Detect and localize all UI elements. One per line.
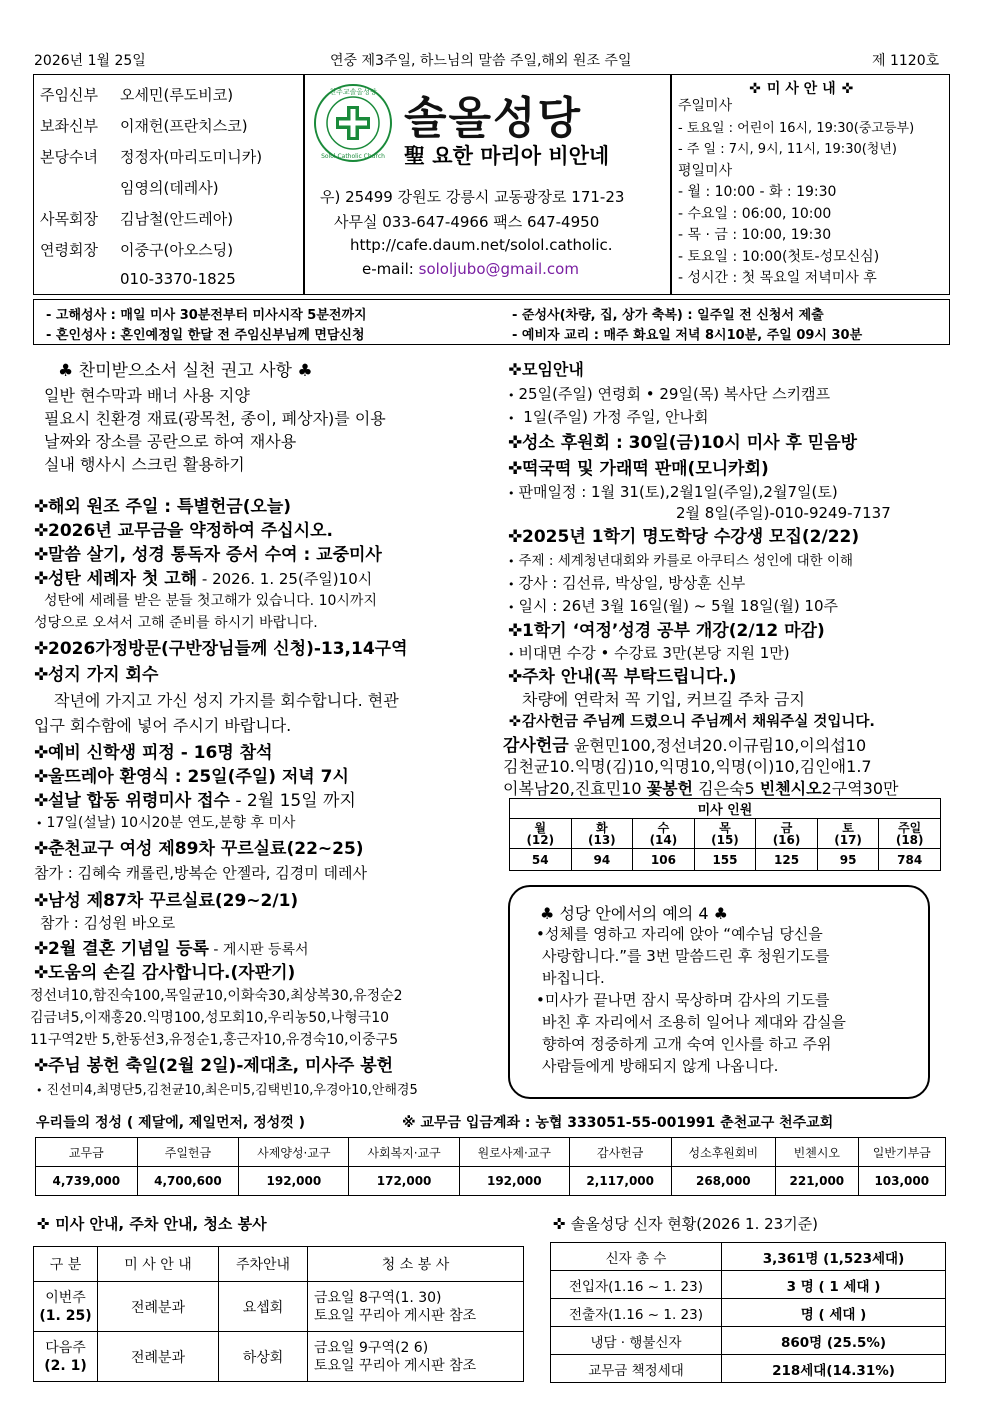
offering-account: ※ 교무금 입금계좌 : 농협 333051-55-001991 춘천교구 천주교회 xyxy=(402,1115,834,1131)
notice-text: 성소 후원회 : 30일(금)10시 미사 후 믿음방 xyxy=(522,433,858,453)
notice-rice-cake xyxy=(508,454,769,479)
offering-header: 일반기부금 xyxy=(858,1138,945,1167)
notice-body: 성당으로 오셔서 고해 준비를 하시기 바랍니다. xyxy=(34,615,318,631)
notice-body-text: 비대면 수강 • 수강료 3만(본당 지원 1만) xyxy=(518,644,790,662)
week-label: 이번주 xyxy=(45,1289,86,1306)
etiquette-line: •미사가 끝나면 잠시 묵상하며 감사의 기도를 xyxy=(536,991,830,1009)
notice-text: 성탄 세례자 첫 고해 xyxy=(48,569,198,589)
thanks-names: 이복남20,진효민10 xyxy=(503,779,647,798)
notice-body-text: 강사 : 김선류, 박상일, 방상훈 신부 xyxy=(518,574,746,592)
day-date: (14) xyxy=(649,832,678,847)
notice-womens-cursillo xyxy=(34,834,364,859)
offering-header: 성소후원회비 xyxy=(671,1138,776,1167)
notice-text: 춘천교구 여성 제89차 꾸르실료(22~25) xyxy=(48,839,364,859)
stats-title xyxy=(552,1213,818,1234)
church-patron: 聖 요한 마리아 비안네 xyxy=(404,144,610,168)
notice-bible-study xyxy=(508,616,825,641)
staff-name: 오세민(루도비코) xyxy=(120,86,234,104)
laudato-title xyxy=(58,356,313,381)
divider xyxy=(303,74,305,295)
notice-parking xyxy=(508,662,736,687)
stats-title-text: 솔올성당 신자 현황(2026 1. 23기준) xyxy=(570,1215,819,1233)
day-label: 수 xyxy=(657,820,670,835)
etiquette-line: 향하여 정중하게 고개 숙여 인사를 하고 주위 xyxy=(542,1035,832,1053)
etiquette-line: •성체를 영하고 자리에 앉아 “예수님 당신을 xyxy=(536,925,823,943)
attendance-day xyxy=(633,819,695,849)
offering-value: 172,000 xyxy=(349,1167,459,1196)
service-row xyxy=(34,1332,524,1382)
cross-icon: ✜ xyxy=(34,791,49,811)
service-mass: 전례분과 xyxy=(98,1282,219,1332)
stats-value: 3 명 ( 1 세대 ) xyxy=(722,1271,946,1299)
mass-line: - 토요일 : 어린이 16시, 19:30(중고등부) xyxy=(678,120,915,136)
notice-detail: - 2026. 1. 25(주일)10시 xyxy=(197,570,373,588)
cross-icon: ✜ xyxy=(34,497,49,517)
notice-text: 2월 결혼 기념일 등록 xyxy=(48,939,209,959)
staff-name: 정정자(마리도미니카) xyxy=(120,148,263,166)
attendance-day xyxy=(879,819,941,849)
notice-body: 작년에 가지고 가신 성지 가지를 회수합니다. 현관 xyxy=(54,691,399,710)
notice-thanks-vending xyxy=(34,958,295,983)
notice-body-text: 1일(주일) 가정 주일, 안나회 xyxy=(518,408,709,426)
eco-item: 일반 현수막과 배너 사용 지양 xyxy=(44,386,250,405)
cross-icon: ✜ xyxy=(34,1056,49,1076)
club-icon: ♣ xyxy=(713,904,728,923)
day-label: 월 xyxy=(534,820,547,835)
notice-text: 2025년 1학기 명도학당 수강생 모집(2/22) xyxy=(522,527,860,547)
club-icon: ♣ xyxy=(297,361,313,381)
stats-label: 냉담 · 행불신자 xyxy=(551,1327,722,1355)
notice-text: 도움의 손길 감사합니다.(자판기) xyxy=(48,963,296,983)
notice-text: 울뜨레아 환영식 : 25일(주일) 저녁 7시 xyxy=(48,767,349,787)
attendance-count: 784 xyxy=(879,849,941,871)
notice-body: • 1일(주일) 가정 주일, 안나회 xyxy=(508,408,709,426)
stats-label: 교무금 책정세대 xyxy=(551,1355,722,1383)
service-parking: 요셉회 xyxy=(219,1282,308,1332)
staff-name: 김남철(안드레아) xyxy=(120,210,234,228)
cross-icon: ✜ xyxy=(34,743,49,763)
attendance-count: 54 xyxy=(510,849,572,871)
sacrament-blessing: - 준성사(차량, 집, 상가 축복) : 일주일 전 신청서 제출 xyxy=(512,308,824,323)
thanks-names-line xyxy=(503,776,899,799)
attendance-table xyxy=(509,798,941,871)
notice-body: 11구역2반 5,한동선3,유정순1,홍근자10,유경숙10,이중구5 xyxy=(30,1032,399,1048)
notice-overseas-aid xyxy=(34,492,291,517)
notice-body-text: 25일(주일) 연령회 • 29일(목) 복사단 스키캠프 xyxy=(518,385,831,403)
cleaning-line: 토요일 꾸리아 게시판 참조 xyxy=(314,1307,477,1324)
notice-text: 떡국떡 및 가래떡 판매(모니카회) xyxy=(522,459,769,479)
thanks-flower-label: 꽃봉헌 xyxy=(646,779,694,798)
mass-line: - 월 : 10:00 - 화 : 19:30 xyxy=(678,184,837,200)
day-label: 토 xyxy=(842,820,854,835)
notice-body: 김금녀5,이재홍20.익명100,성모회10,우리농50,나형극10 xyxy=(30,1010,390,1026)
notice-text: 2026년 교무금을 약정하여 주십시오. xyxy=(48,521,334,541)
attendance-title: 미사 인원 xyxy=(510,799,941,819)
cross-icon: ✜ xyxy=(34,521,49,541)
notice-body: • 17일(설날) 10시20분 연도,분향 후 미사 xyxy=(36,815,296,831)
staff-role: 보좌신부 xyxy=(40,117,98,135)
service-mass: 전례분과 xyxy=(98,1332,219,1382)
cross-icon: ✜ xyxy=(508,621,523,641)
service-week xyxy=(34,1332,98,1382)
notice-body: 2월 8일(주일)-010-9249-7137 xyxy=(676,504,891,522)
notice-body: • 비대면 수강 • 수강료 3만(본당 지원 1만) xyxy=(508,644,790,662)
offering-value: 192,000 xyxy=(459,1167,569,1196)
cross-icon: ✜ xyxy=(508,667,523,687)
attendance-count: 155 xyxy=(694,849,756,871)
thanks-donors-line xyxy=(503,731,866,756)
staff-role: 연령회장 xyxy=(40,241,98,259)
notice-body: 정선녀10,함진숙100,목일균10,이화숙30,최상복30,유정순2 xyxy=(30,988,403,1004)
staff-name: 이중구(아오스딩) xyxy=(120,241,234,259)
laudato-title-text: 찬미받으소서 실천 권고 사항 xyxy=(78,361,292,381)
day-label: 화 xyxy=(596,820,608,835)
day-date: (12) xyxy=(526,832,555,847)
stats-label: 신자 총 수 xyxy=(551,1243,722,1271)
offering-value: 4,700,600 xyxy=(137,1167,239,1196)
offering-table xyxy=(35,1137,946,1196)
notice-text: 2026가정방문(구반장님들께 신청)-13,14구역 xyxy=(48,639,408,659)
staff-name: 이재헌(프란치스코) xyxy=(120,117,248,135)
notice-body: • 판매일정 : 1월 31(토),2월1일(주일),2월7일(토) xyxy=(508,483,838,501)
day-date: (17) xyxy=(834,832,862,847)
offering-header: 감사헌금 xyxy=(569,1138,671,1167)
thanks-names: 윤현민100,정선녀20.이규림10,이의섭10 xyxy=(568,736,867,755)
cross-icon: ✜ xyxy=(34,639,49,659)
logo-top-text: 천주교솔올성당 xyxy=(329,88,377,96)
attendance-count: 95 xyxy=(817,849,879,871)
notice-body-text: 일시 : 26년 3월 16일(월) ~ 5월 18일(월) 10주 xyxy=(518,597,839,615)
stats-table xyxy=(550,1242,946,1383)
attendance-count: 94 xyxy=(571,849,633,871)
notice-body: 참가 : 김혜숙 캐롤린,방복순 안젤라, 김경미 데레사 xyxy=(34,864,368,882)
notice-anniversary xyxy=(34,934,309,959)
notice-body: 입구 회수함에 넣어 주시기 바랍니다. xyxy=(34,716,292,735)
notice-seminarian-retreat xyxy=(34,738,273,763)
service-title xyxy=(36,1213,267,1234)
etiquette-title xyxy=(540,901,728,924)
service-table xyxy=(33,1246,524,1382)
week-date: (2. 1) xyxy=(44,1357,87,1374)
service-header: 주차안내 xyxy=(219,1247,308,1282)
notice-text: 말씀 살기, 성경 통독자 증서 수여 : 교중미사 xyxy=(48,545,382,565)
cross-icon: ✜ xyxy=(34,891,49,911)
service-header: 구 분 xyxy=(34,1247,98,1282)
eco-item: 필요시 친환경 재료(광목천, 종이, 폐상자)를 이용 xyxy=(44,409,386,428)
day-date: (18) xyxy=(895,832,924,847)
offering-header: 빈첸시오 xyxy=(776,1138,858,1167)
day-date: (15) xyxy=(711,832,739,847)
offering-value: 268,000 xyxy=(671,1167,776,1196)
service-week xyxy=(34,1282,98,1332)
notice-body: • 주제 : 세계청년대회와 카를로 아쿠티스 성인에 대한 이해 xyxy=(508,553,854,569)
attendance-day xyxy=(510,819,572,849)
cross-icon: ✜ xyxy=(841,81,854,97)
cross-icon: ✜ xyxy=(34,665,49,685)
notice-text: 남성 제87차 꾸르실료(29~2/1) xyxy=(48,891,299,911)
logo-bottom-text: Solol Catholic Church xyxy=(321,153,385,160)
notice-meetings xyxy=(508,357,584,380)
notice-body: • 일시 : 26년 3월 16일(월) ~ 5월 18일(월) 10주 xyxy=(508,597,839,615)
cleaning-line: 금요일 9구역(2 6) xyxy=(314,1339,429,1356)
day-date: (13) xyxy=(588,832,616,847)
offering-value: 4,739,000 xyxy=(36,1167,138,1196)
offering-header: 사회복지·교구 xyxy=(349,1138,459,1167)
church-phone: 사무실 033-647-4966 팩스 647-4950 xyxy=(334,213,600,231)
notice-vocation xyxy=(508,428,857,453)
staff-role: 주임신부 xyxy=(40,86,98,104)
week-label: 다음주 xyxy=(45,1339,86,1356)
notice-detail: - 2월 15일 까지 xyxy=(229,791,356,811)
cross-icon: ✜ xyxy=(34,963,49,983)
cross-icon: ✜ xyxy=(34,939,49,959)
cleaning-line: 토요일 꾸리아 게시판 참조 xyxy=(314,1357,477,1374)
day-label: 금 xyxy=(780,820,793,835)
notice-text: 예비 신학생 피정 - 16명 참석 xyxy=(48,743,273,763)
notice-mens-cursillo xyxy=(34,886,298,911)
church-address: 우) 25499 강원도 강릉시 교동광장로 171-23 xyxy=(320,188,625,206)
cross-icon: ✜ xyxy=(34,767,49,787)
mass-line: - 주 일 : 7시, 9시, 11시, 19:30(청년) xyxy=(678,142,897,157)
attendance-count: 106 xyxy=(633,849,695,871)
service-parking: 하상회 xyxy=(219,1332,308,1382)
bulletin-title: 연중 제3주일, 하느님의 말씀 주일,해외 원조 주일 xyxy=(330,53,632,69)
thanks-names: 김천균10.익명(김)10,익명10,익명(이)10,김인애1.7 xyxy=(503,757,872,776)
notice-body: • 진선미4,최명단5,김천균10,최은미5,김택빈10,우경아10,안해경5 xyxy=(36,1083,418,1098)
etiquette-line: 바칩니다. xyxy=(542,969,605,987)
stats-label: 전입자(1.16 ~ 1. 23) xyxy=(551,1271,722,1299)
day-date: (16) xyxy=(772,832,801,847)
staff-name: 임영의(데레사) xyxy=(120,179,219,197)
mass-line: - 수요일 : 06:00, 10:00 xyxy=(678,205,832,222)
notice-presentation-feast xyxy=(34,1051,393,1076)
etiquette-line: 사람들에게 방해되지 않게 나옵니다. xyxy=(542,1057,779,1075)
mass-info-title xyxy=(748,78,854,98)
stats-value: 860명 (25.5%) xyxy=(722,1327,946,1355)
mass-line: 평일미사 xyxy=(678,162,733,179)
email-link[interactable]: sololjubo@gmail.com xyxy=(418,260,579,278)
notice-palm-return xyxy=(34,660,158,685)
cross-icon: ✜ xyxy=(36,1215,50,1233)
attendance-day xyxy=(756,819,818,849)
notice-memorial-mass xyxy=(34,786,356,811)
mass-line: 주일미사 xyxy=(678,98,733,114)
thanks-label: 감사헌금 xyxy=(503,736,569,756)
notice-first-confession xyxy=(34,564,372,589)
attendance-day xyxy=(571,819,633,849)
offering-header: 원로사제·교구 xyxy=(459,1138,569,1167)
service-header: 청 소 봉 사 xyxy=(308,1247,524,1282)
stats-value: 218세대(14.31%) xyxy=(722,1355,946,1383)
staff-name: 010-3370-1825 xyxy=(120,270,236,288)
thanks-names: 김은숙5 xyxy=(693,779,760,798)
notice-text: 주님 봉헌 축일(2월 2일)-제대초, 미사주 봉헌 xyxy=(48,1056,394,1076)
offering-value: 221,000 xyxy=(776,1167,858,1196)
notice-body: 참가 : 김성원 바오로 xyxy=(40,914,176,932)
cross-icon: ✜ xyxy=(508,360,522,379)
notice-detail: - 게시판 등록서 xyxy=(208,942,309,958)
notice-dues xyxy=(34,516,333,541)
cross-icon: ✜ xyxy=(508,527,523,547)
day-label: 목 xyxy=(719,820,731,835)
etiquette-line: 바친 후 자리에서 조용히 일어나 제대와 감실을 xyxy=(542,1013,846,1031)
notice-ultreya xyxy=(34,762,349,787)
church-url[interactable]: http://cafe.daum.net/solol.catholic. xyxy=(350,236,613,254)
email-line xyxy=(362,260,579,278)
club-icon: ♣ xyxy=(540,904,555,923)
attendance-day xyxy=(694,819,756,849)
etiquette-body xyxy=(536,923,916,1077)
service-cleaning xyxy=(308,1282,524,1332)
notice-body: • 25일(주일) 연령회 • 29일(목) 복사단 스키캠프 xyxy=(508,385,831,403)
offering-header: 주일헌금 xyxy=(137,1138,239,1167)
offering-header: 교무금 xyxy=(36,1138,138,1167)
week-date: (1. 25) xyxy=(39,1307,92,1324)
notice-body: 차량에 연락처 꼭 기입, 커브길 주차 금지 xyxy=(522,690,805,709)
notice-body-text: 판매일정 : 1월 31(토),2월1일(주일),2월7일(토) xyxy=(518,483,838,501)
issue-number: 제 1120호 xyxy=(872,53,940,69)
notice-body-text: 17일(설날) 10시20분 연도,분향 후 미사 xyxy=(46,815,296,831)
notice-body: • 강사 : 김선류, 박상일, 방상훈 신부 xyxy=(508,574,746,592)
offering-value: 2,117,000 xyxy=(569,1167,671,1196)
notice-home-visit xyxy=(34,634,408,659)
cross-icon: ✜ xyxy=(749,81,761,97)
sacrament-catechumen: - 예비자 교리 : 매주 화요일 저녁 8시10분, 주일 09시 30분 xyxy=(512,328,863,343)
notice-text: 1학기 ‘여정’성경 공부 개강(2/12 마감) xyxy=(522,621,825,641)
cross-icon: ✜ xyxy=(34,545,49,565)
notice-text: 감사헌금 주님께 드렸으니 주님께서 채워주실 것입니다. xyxy=(522,714,875,730)
stats-label: 전출자(1.16 ~ 1. 23) xyxy=(551,1299,722,1327)
club-icon: ♣ xyxy=(58,361,74,381)
attendance-day xyxy=(817,819,879,849)
etiquette-title-text: 성당 안에서의 예의 4 xyxy=(559,904,709,923)
mass-line: - 성시간 : 첫 목요일 저녁미사 후 xyxy=(678,270,877,286)
email-label: e-mail: xyxy=(362,260,414,278)
cross-icon: ✜ xyxy=(552,1215,566,1233)
notice-text: 모임안내 xyxy=(522,360,584,379)
church-name: 솔올성당 xyxy=(404,93,583,144)
notice-body-text: 진선미4,최명단5,김천균10,최은미5,김택빈10,우경아10,안해경5 xyxy=(46,1083,418,1098)
sacrament-marriage: - 혼인성사 : 혼인예정일 한달 전 주임신부님께 면담신청 xyxy=(46,328,365,343)
thanks-vincent-label: 빈첸시오 xyxy=(759,779,822,798)
stats-value: 명 ( 세대 ) xyxy=(722,1299,946,1327)
staff-list xyxy=(40,84,302,301)
service-title-text: 미사 안내, 주차 안내, 청소 봉사 xyxy=(55,1215,267,1233)
day-label: 주일 xyxy=(898,820,922,835)
mass-line: - 토요일 : 10:00(첫토-성모신심) xyxy=(678,248,880,265)
notice-text: 설날 합동 위령미사 접수 xyxy=(48,791,230,811)
staff-role: 본당수녀 xyxy=(40,148,98,166)
offering-title: 우리들의 정성 ( 제달에, 제일먼저, 정성껏 ) xyxy=(36,1115,306,1131)
offering-value: 192,000 xyxy=(239,1167,349,1196)
notice-thanksgiving xyxy=(508,710,875,731)
stats-value: 3,361명 (1,523세대) xyxy=(722,1243,946,1271)
eco-item: 실내 행사시 스크린 활용하기 xyxy=(44,455,245,474)
service-header: 미 사 안 내 xyxy=(98,1247,219,1282)
thanks-names: 2구역30만 xyxy=(821,779,899,798)
service-row xyxy=(34,1282,524,1332)
church-logo-icon xyxy=(312,82,394,164)
cross-icon: ✜ xyxy=(34,839,49,859)
notice-text: 주차 안내(꼭 부탁드립니다.) xyxy=(522,667,737,687)
notice-myeongdo-school xyxy=(508,522,859,547)
mass-schedule xyxy=(678,96,946,290)
eco-list xyxy=(44,384,386,476)
cross-icon: ✜ xyxy=(34,569,49,589)
service-cleaning xyxy=(308,1332,524,1382)
notice-text: 해외 원조 주일 : 특별헌금(오늘) xyxy=(48,497,292,517)
staff-role: 사목회장 xyxy=(40,210,98,228)
eco-item: 날짜와 장소를 공란으로 하여 재사용 xyxy=(44,432,297,451)
mass-info-label: 미 사 안 내 xyxy=(766,81,836,97)
notice-body-text: 주제 : 세계청년대회와 카를로 아쿠티스 성인에 대한 이해 xyxy=(518,553,854,569)
attendance-count: 125 xyxy=(756,849,818,871)
offering-header: 사제양성·교구 xyxy=(239,1138,349,1167)
notice-text: 성지 가지 회수 xyxy=(48,665,159,685)
notice-bible-certificate xyxy=(34,540,382,565)
sacrament-confession: - 고해성사 : 매일 미사 30분전부터 미사시작 5분전까지 xyxy=(46,308,367,323)
cross-icon: ✜ xyxy=(508,433,523,453)
etiquette-line: 사랑합니다.”를 3번 말씀드린 후 청원기도를 xyxy=(542,947,830,965)
divider xyxy=(670,74,672,295)
cross-icon: ✜ xyxy=(508,714,522,730)
bulletin-date: 2026년 1월 25일 xyxy=(34,53,146,69)
cleaning-line: 금요일 8구역(1. 30) xyxy=(314,1289,442,1306)
offering-value: 103,000 xyxy=(858,1167,945,1196)
cross-icon: ✜ xyxy=(508,459,523,479)
notice-body: 성탄에 세례를 받은 분들 첫고해가 있습니다. 10시까지 xyxy=(44,593,377,609)
mass-line: - 목 · 금 : 10:00, 19:30 xyxy=(678,227,832,243)
